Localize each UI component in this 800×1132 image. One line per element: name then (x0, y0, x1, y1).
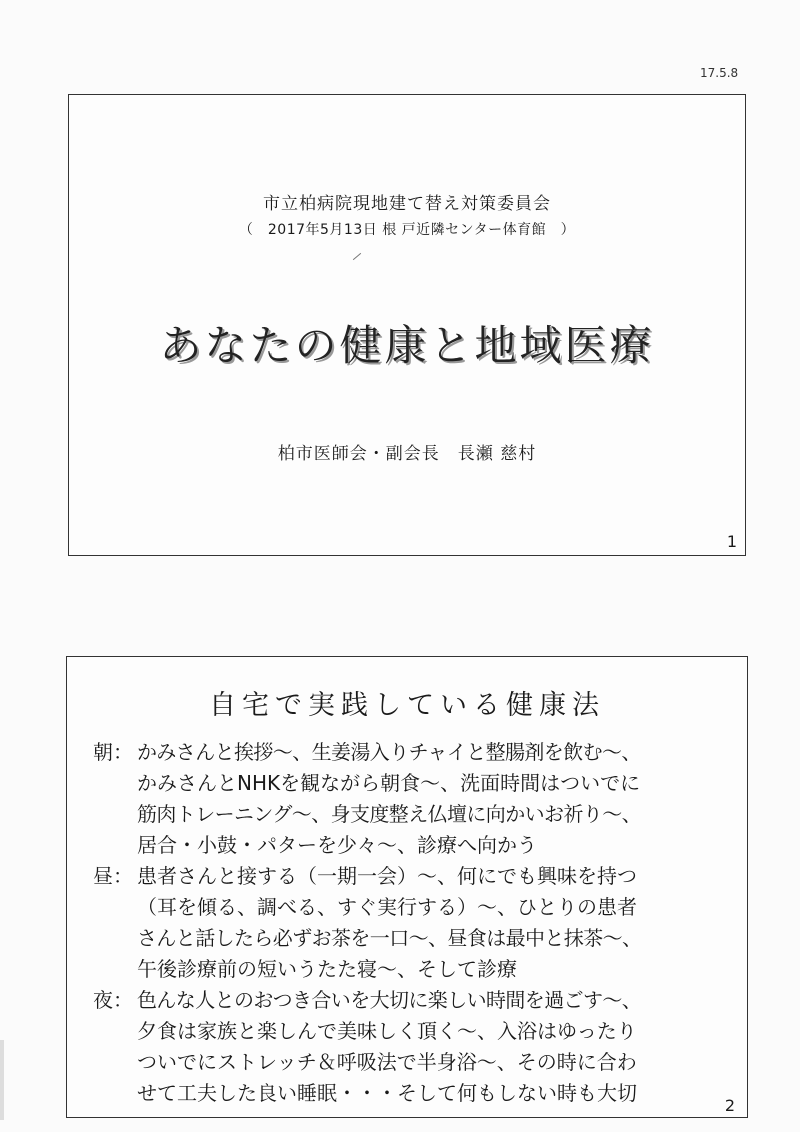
routine-line: （耳を傾る、調べる、すぐ実行する）〜、ひとりの患者 (137, 895, 637, 919)
routine-line: 居合・小鼓・パターを少々〜、診療へ向かう (137, 833, 537, 857)
section-evening (93, 985, 743, 1109)
slide-page-number: 2 (724, 1096, 735, 1115)
routine-line: 患者さんと接する（一期一会）〜、何にでも興味を持つ (137, 864, 637, 888)
routine-line: 筋肉トレーニング〜、身支度整え仏壇に向かいお祈り〜、 (137, 802, 641, 826)
presentation-title: あなたの健康と地域医療 (159, 321, 655, 370)
presenter-name: 柏市医師会・副会長 長瀬 慈村 (277, 444, 537, 464)
scan-edge (0, 1040, 4, 1120)
slide-page-number: 1 (726, 532, 737, 551)
page-date: 17.5.8 (700, 66, 739, 80)
slide-title (68, 94, 746, 556)
health-routine-list (93, 737, 743, 1109)
section-label: 朝： (93, 740, 133, 764)
routine-line: 色んな人とのおつき合いを大切に楽しい時間を過ごす〜、 (137, 988, 642, 1012)
organization-name: 市立柏病院現地建て替え対策委員会 (263, 194, 551, 214)
slide-title: 自宅で実践している健康法 (209, 690, 605, 721)
section-noon (93, 861, 743, 985)
section-label: 夜： (93, 988, 133, 1012)
routine-line: せて工夫した良い睡眠・・・そして何もしない時も大切 (137, 1081, 637, 1105)
routine-line: ついでにストレッチ＆呼吸法で半身浴〜、その時に合わ (137, 1050, 637, 1074)
event-info: （ 2017年5月13日 根 戸近隣センター体育館 ） (238, 222, 576, 238)
routine-line: 夕食は家族と楽しんで美味しく頂く〜、入浴はゆったり (137, 1019, 637, 1043)
slide-health-methods (66, 656, 748, 1118)
routine-line: さんと話したら必ずお茶を一口〜、昼食は最中と抹茶〜、 (137, 926, 642, 950)
routine-line: かみさんと挨拶〜、生姜湯入りチャイと整腸剤を飲む〜、 (137, 740, 641, 764)
routine-line: 午後診療前の短いうたた寝〜、そして診療 (137, 957, 517, 981)
section-label: 昼： (93, 864, 133, 888)
routine-line: かみさんとNHKを観ながら朝食〜、洗面時間はついでに (137, 771, 641, 795)
section-morning (93, 737, 743, 861)
